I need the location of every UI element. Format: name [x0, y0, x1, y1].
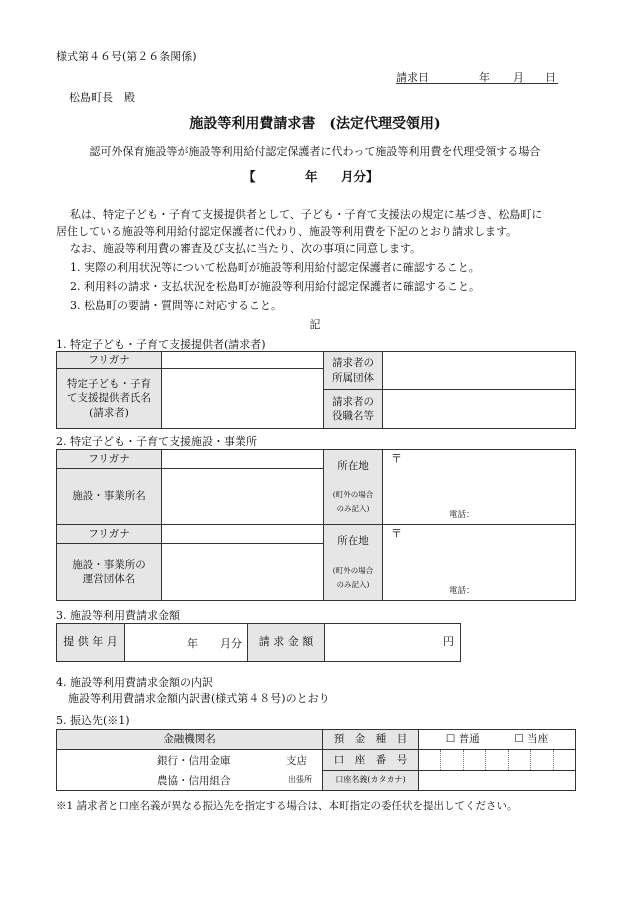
facility-address-field[interactable] — [383, 450, 576, 525]
section-4-heading: 4. 施設等利用費請求金額の内訳 — [56, 676, 213, 689]
bank-type-line-1: 銀行・信用金庫 — [157, 755, 231, 767]
facility-location-label: 所在地 (町外の場合 のみ記入) — [324, 450, 383, 525]
operator-phone-label: 電話： — [449, 585, 475, 596]
requester-position-field[interactable] — [383, 390, 576, 429]
operator-name-field[interactable] — [162, 544, 324, 601]
period-year: 年 — [305, 169, 318, 184]
claim-amount-label: 請 求 金 額 — [248, 624, 325, 662]
consent-item-1: 1. 実際の利用状況等について松島町が施設等利用給付認定保護者に確認すること。 — [70, 261, 480, 274]
claim-amount-field[interactable] — [325, 624, 461, 662]
body-line-3: なお、施設等利用費の審査及び支払に当たり、次の事項に同意します。 — [70, 242, 422, 255]
checkbox-current[interactable]: ☐ 当座 — [514, 733, 549, 746]
service-month-label: 提 供 年 月 — [57, 624, 125, 662]
furigana-label: フリガナ — [57, 352, 162, 369]
bank-name-label: 金融機関名 — [57, 730, 323, 750]
request-date-day: 日 — [545, 71, 556, 84]
section-3-table — [56, 623, 461, 662]
subtitle: 認可外保育施設等が施設等利用給付認定保護者に代わって施設等利用費を代理受領する場合 — [89, 145, 541, 158]
branch-label: 支店 — [286, 755, 307, 767]
period-month: 月分】 — [341, 169, 379, 184]
billing-period — [243, 167, 393, 183]
consent-item-2: 2. 利用料の請求・支払状況を松島町が施設等利用給付認定保護者に確認すること。 — [70, 280, 480, 293]
request-date-label: 請求日 — [396, 71, 429, 84]
operator-address-field[interactable] — [383, 525, 576, 601]
period-open-bracket: 【 — [243, 169, 256, 184]
account-number-label: 口 座 番 号 — [323, 750, 419, 771]
service-month-unit: 月分 — [220, 637, 242, 650]
form-number: 様式第４６号(第２６条関係) — [56, 50, 197, 63]
deposit-type-options — [419, 730, 576, 750]
body-line-2: 居住している施設等利用給付認定保護者に代わり、施設等利用費を下記のとおり請求します。 — [56, 225, 518, 238]
account-number-field[interactable] — [419, 750, 576, 771]
facility-postal-mark: 〒 — [391, 452, 402, 465]
requester-name-label: 特定子ども・子育 て支援提供者氏名 (請求者) — [57, 369, 162, 429]
section-3-heading: 3. 施設等利用費請求金額 — [56, 609, 180, 622]
account-name-field[interactable] — [419, 771, 576, 791]
section-5-table — [56, 729, 576, 791]
addressee: 松島町長 殿 — [69, 91, 135, 104]
page-title: 施設等利用費請求書 (法定代理受領用) — [189, 116, 441, 132]
section-2-table — [56, 449, 576, 601]
yen-unit: 円 — [443, 635, 454, 649]
footnote: ※1 請求者と口座名義が異なる振込先を指定する場合は、本町指定の委任状を提出してください。 — [56, 800, 518, 812]
requester-position-label: 請求者の 役職名等 — [324, 390, 383, 429]
operator-postal-mark: 〒 — [391, 527, 402, 540]
service-month-field[interactable] — [125, 624, 248, 662]
operator-furigana-field[interactable] — [162, 525, 324, 544]
operator-location-label: 所在地 (町外の場合 のみ記入) — [324, 525, 383, 601]
requester-org-field[interactable] — [383, 352, 576, 390]
bank-type-line-2: 農協・信用組合 — [157, 775, 231, 787]
requester-furigana-field[interactable] — [162, 352, 324, 369]
ki-marker: 記 — [309, 318, 321, 331]
section-5-heading: 5. 振込先(※1) — [56, 714, 130, 727]
section-2-heading: 2. 特定子ども・子育て支援施設・事業所 — [56, 435, 257, 448]
facility-name-label: 施設・事業所名 — [57, 469, 162, 525]
checkbox-normal[interactable]: ☐ 普通 — [445, 733, 480, 746]
facility-name-field[interactable] — [162, 469, 324, 525]
office-label: 出張所 — [288, 775, 312, 784]
body-line-1: 私は、特定子ども・子育て支援提供者として、子ども・子育て支援法の規定に基づき、松島町に — [70, 208, 543, 221]
facility-furigana-label: フリガナ — [57, 450, 162, 469]
section-4-text: 施設等利用費請求金額内訳書(様式第４８号)のとおり — [68, 692, 330, 705]
operator-name-label: 施設・事業所の 運営団体名 — [57, 544, 162, 601]
request-date — [396, 69, 558, 84]
requester-name-field[interactable] — [162, 369, 324, 429]
facility-phone-label: 電話： — [449, 509, 475, 520]
requester-org-label: 請求者の 所属団体 — [324, 352, 383, 390]
section-1-table — [56, 351, 576, 429]
section-1-heading: 1. 特定子ども・子育て支援提供者(請求者) — [56, 338, 266, 351]
consent-item-3: 3. 松島町の要請・質問等に対応すること。 — [70, 299, 282, 312]
facility-furigana-field[interactable] — [162, 450, 324, 469]
request-date-month: 月 — [513, 71, 524, 84]
deposit-type-label: 預 金 種 目 — [323, 730, 419, 750]
bank-name-field[interactable] — [57, 750, 323, 791]
account-name-label: 口座名義(カタカナ) — [323, 771, 419, 791]
operator-furigana-label: フリガナ — [57, 525, 162, 544]
request-date-year: 年 — [479, 71, 490, 84]
service-year-unit: 年 — [187, 637, 198, 650]
